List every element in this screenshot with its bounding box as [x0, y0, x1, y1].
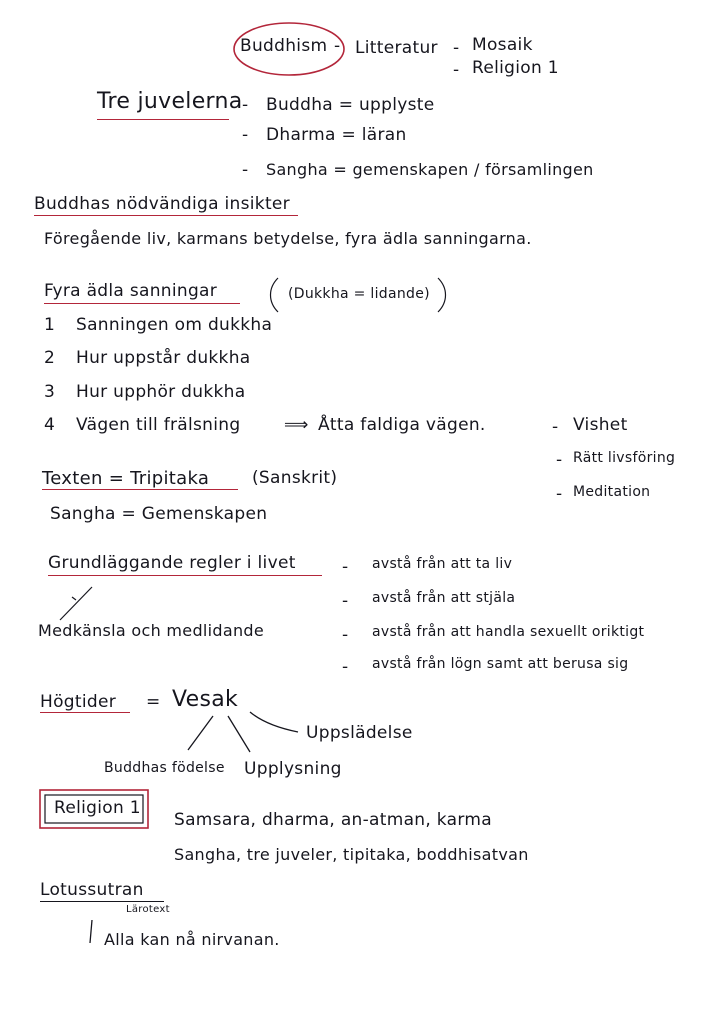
header-subject: Litteratur: [355, 38, 438, 58]
jewel-dash: -: [242, 160, 249, 180]
insights-heading: Buddhas nödvändiga insikter: [34, 194, 290, 214]
jewels-underline: [97, 119, 229, 120]
truths-heading: Fyra ädla sanningar: [44, 281, 218, 301]
religion-line: Samsara, dharma, an-atman, karma: [174, 810, 492, 830]
path-dash: -: [552, 417, 559, 437]
lotus-sub: Lärotext: [126, 904, 170, 915]
truth-item: Hur upphör dukkha: [76, 382, 246, 402]
rules-left-text: Medkänsla och medlidande: [38, 621, 264, 640]
truths-paren-close: [438, 278, 446, 312]
holidays-eq: =: [146, 692, 161, 712]
insights-text: Föregående liv, karmans betydelse, fyra ädla sanningarna.: [44, 229, 532, 248]
holidays-underline: [40, 712, 130, 713]
truth-item: Hur uppstår dukkha: [76, 348, 251, 368]
branch-middle: [228, 716, 250, 752]
rule-item: avstå från att stjäla: [372, 590, 516, 606]
truths-note: (Dukkha = lidande): [288, 286, 430, 302]
truths-paren-open: [271, 278, 279, 312]
stray-slash-tick: [72, 597, 76, 600]
jewel-item: Dharma = läran: [266, 125, 407, 145]
header-dash: -: [453, 38, 460, 58]
holidays-heading: Högtider: [40, 692, 117, 712]
branch-left: [188, 716, 213, 750]
rules-heading: Grundläggande regler i livet: [48, 553, 296, 573]
arrow-icon: ⟹: [284, 415, 309, 435]
rules-underline: [48, 575, 322, 576]
jewel-dash: -: [242, 95, 249, 115]
page-title: Buddhism: [240, 36, 328, 56]
header-item-religion: Religion 1: [472, 58, 559, 78]
stray-slash: [60, 587, 92, 620]
path-item: Rätt livsföring: [573, 450, 676, 466]
truth-number: 2: [44, 348, 56, 368]
texts-heading: Texten = Tripitaka: [42, 468, 210, 489]
header-item-mosaik: Mosaik: [472, 35, 533, 55]
path-item: Vishet: [573, 415, 628, 435]
truths-underline: [44, 303, 240, 304]
header-dash: -: [453, 60, 460, 80]
religion-line: Sangha, tre juveler, tipitaka, boddhisatvan: [174, 845, 529, 864]
truth-number: 1: [44, 315, 56, 335]
rule-item: avstå från att ta liv: [372, 556, 513, 572]
truth-number: 3: [44, 382, 56, 402]
rule-dash: -: [342, 625, 349, 645]
lotus-bracket: [90, 920, 92, 943]
texts-underline: [42, 489, 238, 490]
rule-item: avstå från lögn samt att berusa sig: [372, 656, 629, 672]
truth-number: 4: [44, 415, 56, 435]
holiday-branch: Uppslädelse: [306, 723, 413, 743]
holiday-branch: Upplysning: [244, 759, 342, 779]
holidays-name: Vesak: [172, 687, 239, 712]
header-dash: -: [334, 36, 341, 56]
holiday-branch: Buddhas födelse: [104, 760, 225, 776]
sangha-line: Sangha = Gemenskapen: [50, 504, 268, 524]
path-dash: -: [556, 484, 563, 504]
insights-underline: [34, 215, 298, 216]
lotus-underline: [40, 901, 164, 902]
texts-note: (Sanskrit): [252, 468, 338, 488]
jewels-heading: Tre juvelerna: [97, 89, 243, 114]
eightfold-path: Åtta faldiga vägen.: [318, 415, 486, 435]
truth-item: Vägen till frälsning: [76, 415, 241, 435]
lotus-text: Alla kan nå nirvanan.: [104, 930, 280, 949]
religion-label: Religion 1: [54, 798, 141, 818]
jewel-item: Sangha = gemenskapen / församlingen: [266, 160, 594, 179]
branch-right: [250, 712, 298, 732]
rule-dash: -: [342, 657, 349, 677]
rule-item: avstå från att handla sexuellt oriktigt: [372, 624, 645, 640]
lotus-heading: Lotussutran: [40, 880, 144, 900]
rule-dash: -: [342, 591, 349, 611]
path-item: Meditation: [573, 484, 651, 500]
rule-dash: -: [342, 557, 349, 577]
jewel-dash: -: [242, 125, 249, 145]
path-dash: -: [556, 450, 563, 470]
jewel-item: Buddha = upplyste: [266, 95, 435, 115]
truth-item: Sanningen om dukkha: [76, 315, 273, 335]
